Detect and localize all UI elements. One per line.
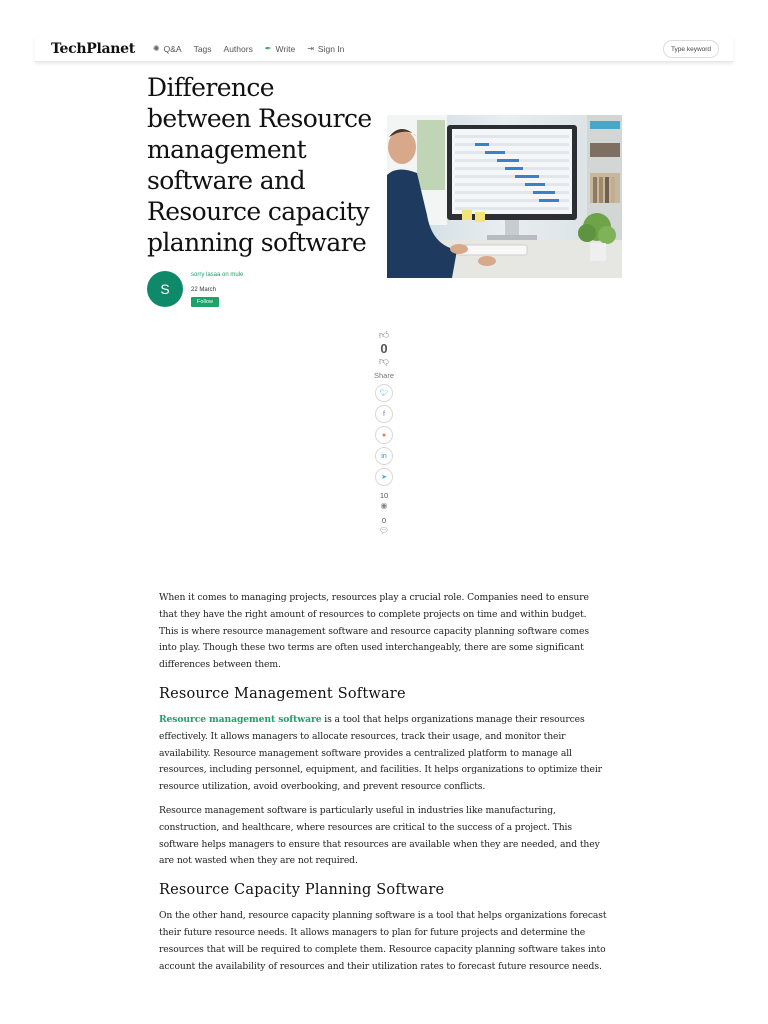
nav-item-write[interactable] xyxy=(265,44,295,54)
vote-count: 0 xyxy=(380,341,388,356)
qa-icon: ✺ xyxy=(152,44,160,53)
nav-label-sign-in: Sign In xyxy=(317,43,345,54)
comment-count: 0 xyxy=(381,516,387,525)
feather-icon: ✒ xyxy=(264,44,272,53)
hero-image xyxy=(387,115,622,278)
section-heading-resource-management: Resource Management Software xyxy=(159,685,406,702)
author-avatar[interactable]: S xyxy=(147,271,183,307)
article-body xyxy=(159,590,607,982)
nav-item-tags[interactable] xyxy=(194,44,212,54)
section1-paragraph-1 xyxy=(159,712,607,796)
brand-logo[interactable]: TechPlanet xyxy=(51,40,135,57)
resource-management-link[interactable]: Resource management software xyxy=(159,713,322,725)
search-input[interactable]: Type keyword xyxy=(663,40,719,58)
view-count: 10 xyxy=(379,491,389,500)
section-heading-capacity-planning: Resource Capacity Planning Software xyxy=(159,882,445,899)
sign-in-icon: ⇥ xyxy=(307,44,314,53)
intro-paragraph: When it comes to managing projects, resources play a crucial role. Companies need to ensure that they have the right amount of resources to complete projects on time and within budget. This is where resource management software and resource capacity planning software comes into play. Though these two terms are often used interchangeably, there are some significant differences between them. xyxy=(159,592,589,671)
top-navbar xyxy=(35,36,733,62)
nav-links xyxy=(153,44,344,54)
nav-label-qa: Q&A xyxy=(163,43,182,54)
reddit-icon[interactable]: ● xyxy=(375,426,393,444)
share-label: Share xyxy=(373,371,394,380)
telegram-icon[interactable]: ➤ xyxy=(375,468,393,486)
nav-label-tags: Tags xyxy=(193,43,212,54)
author-name[interactable]: sorry lasaa on mule xyxy=(191,272,244,278)
nav-item-qa[interactable] xyxy=(153,44,182,54)
section1-paragraph-1-text: is a tool that helps organizations manage their resources effectively. It allows managers to allocate resources, track their usage, and monitor their availability. Resource management software provides a centralized platform to manage all resources, including personnel, equipment, and facilities. It helps organizations to optimize their resource utilization, avoid overbooking, and prevent resource conflicts. xyxy=(159,713,602,793)
nav-label-write: Write xyxy=(275,43,296,54)
publish-date: 22 March xyxy=(191,287,217,293)
eye-icon: ◉ xyxy=(380,501,388,510)
follow-button[interactable]: Follow xyxy=(191,297,219,307)
facebook-icon[interactable]: f xyxy=(375,405,393,423)
thumbs-up-icon[interactable]: 👍︎ xyxy=(378,330,390,341)
nav-item-sign-in[interactable] xyxy=(307,44,344,54)
section1-paragraph-2: Resource management software is particularly useful in industries like manufacturing, construction, and healthcare, where resources are critical to the success of a project. This software helps managers to ensure that resources are available when they are needed, and they are not wasted when they are not required. xyxy=(159,804,600,867)
section2-paragraph-1: On the other hand, resource capacity planning software is a tool that helps organizations forecast their future resource needs. It allows managers to plan for future projects and determine the resources that will be required to complete them. Resource capacity planning software takes into account the availability of resources and their utilization rates to forecast future resource needs. xyxy=(159,910,607,972)
nav-item-authors[interactable] xyxy=(224,44,253,54)
comment-icon[interactable]: 💬︎ xyxy=(378,526,390,535)
share-column xyxy=(369,330,399,536)
nav-label-authors: Authors xyxy=(223,43,253,54)
twitter-icon[interactable]: 🐦︎ xyxy=(375,384,393,402)
linkedin-icon[interactable]: in xyxy=(375,447,393,465)
article-title: Difference between Resource management software and Resource capacity planning software xyxy=(147,73,372,257)
thumbs-down-icon[interactable]: 👎︎ xyxy=(378,356,390,367)
